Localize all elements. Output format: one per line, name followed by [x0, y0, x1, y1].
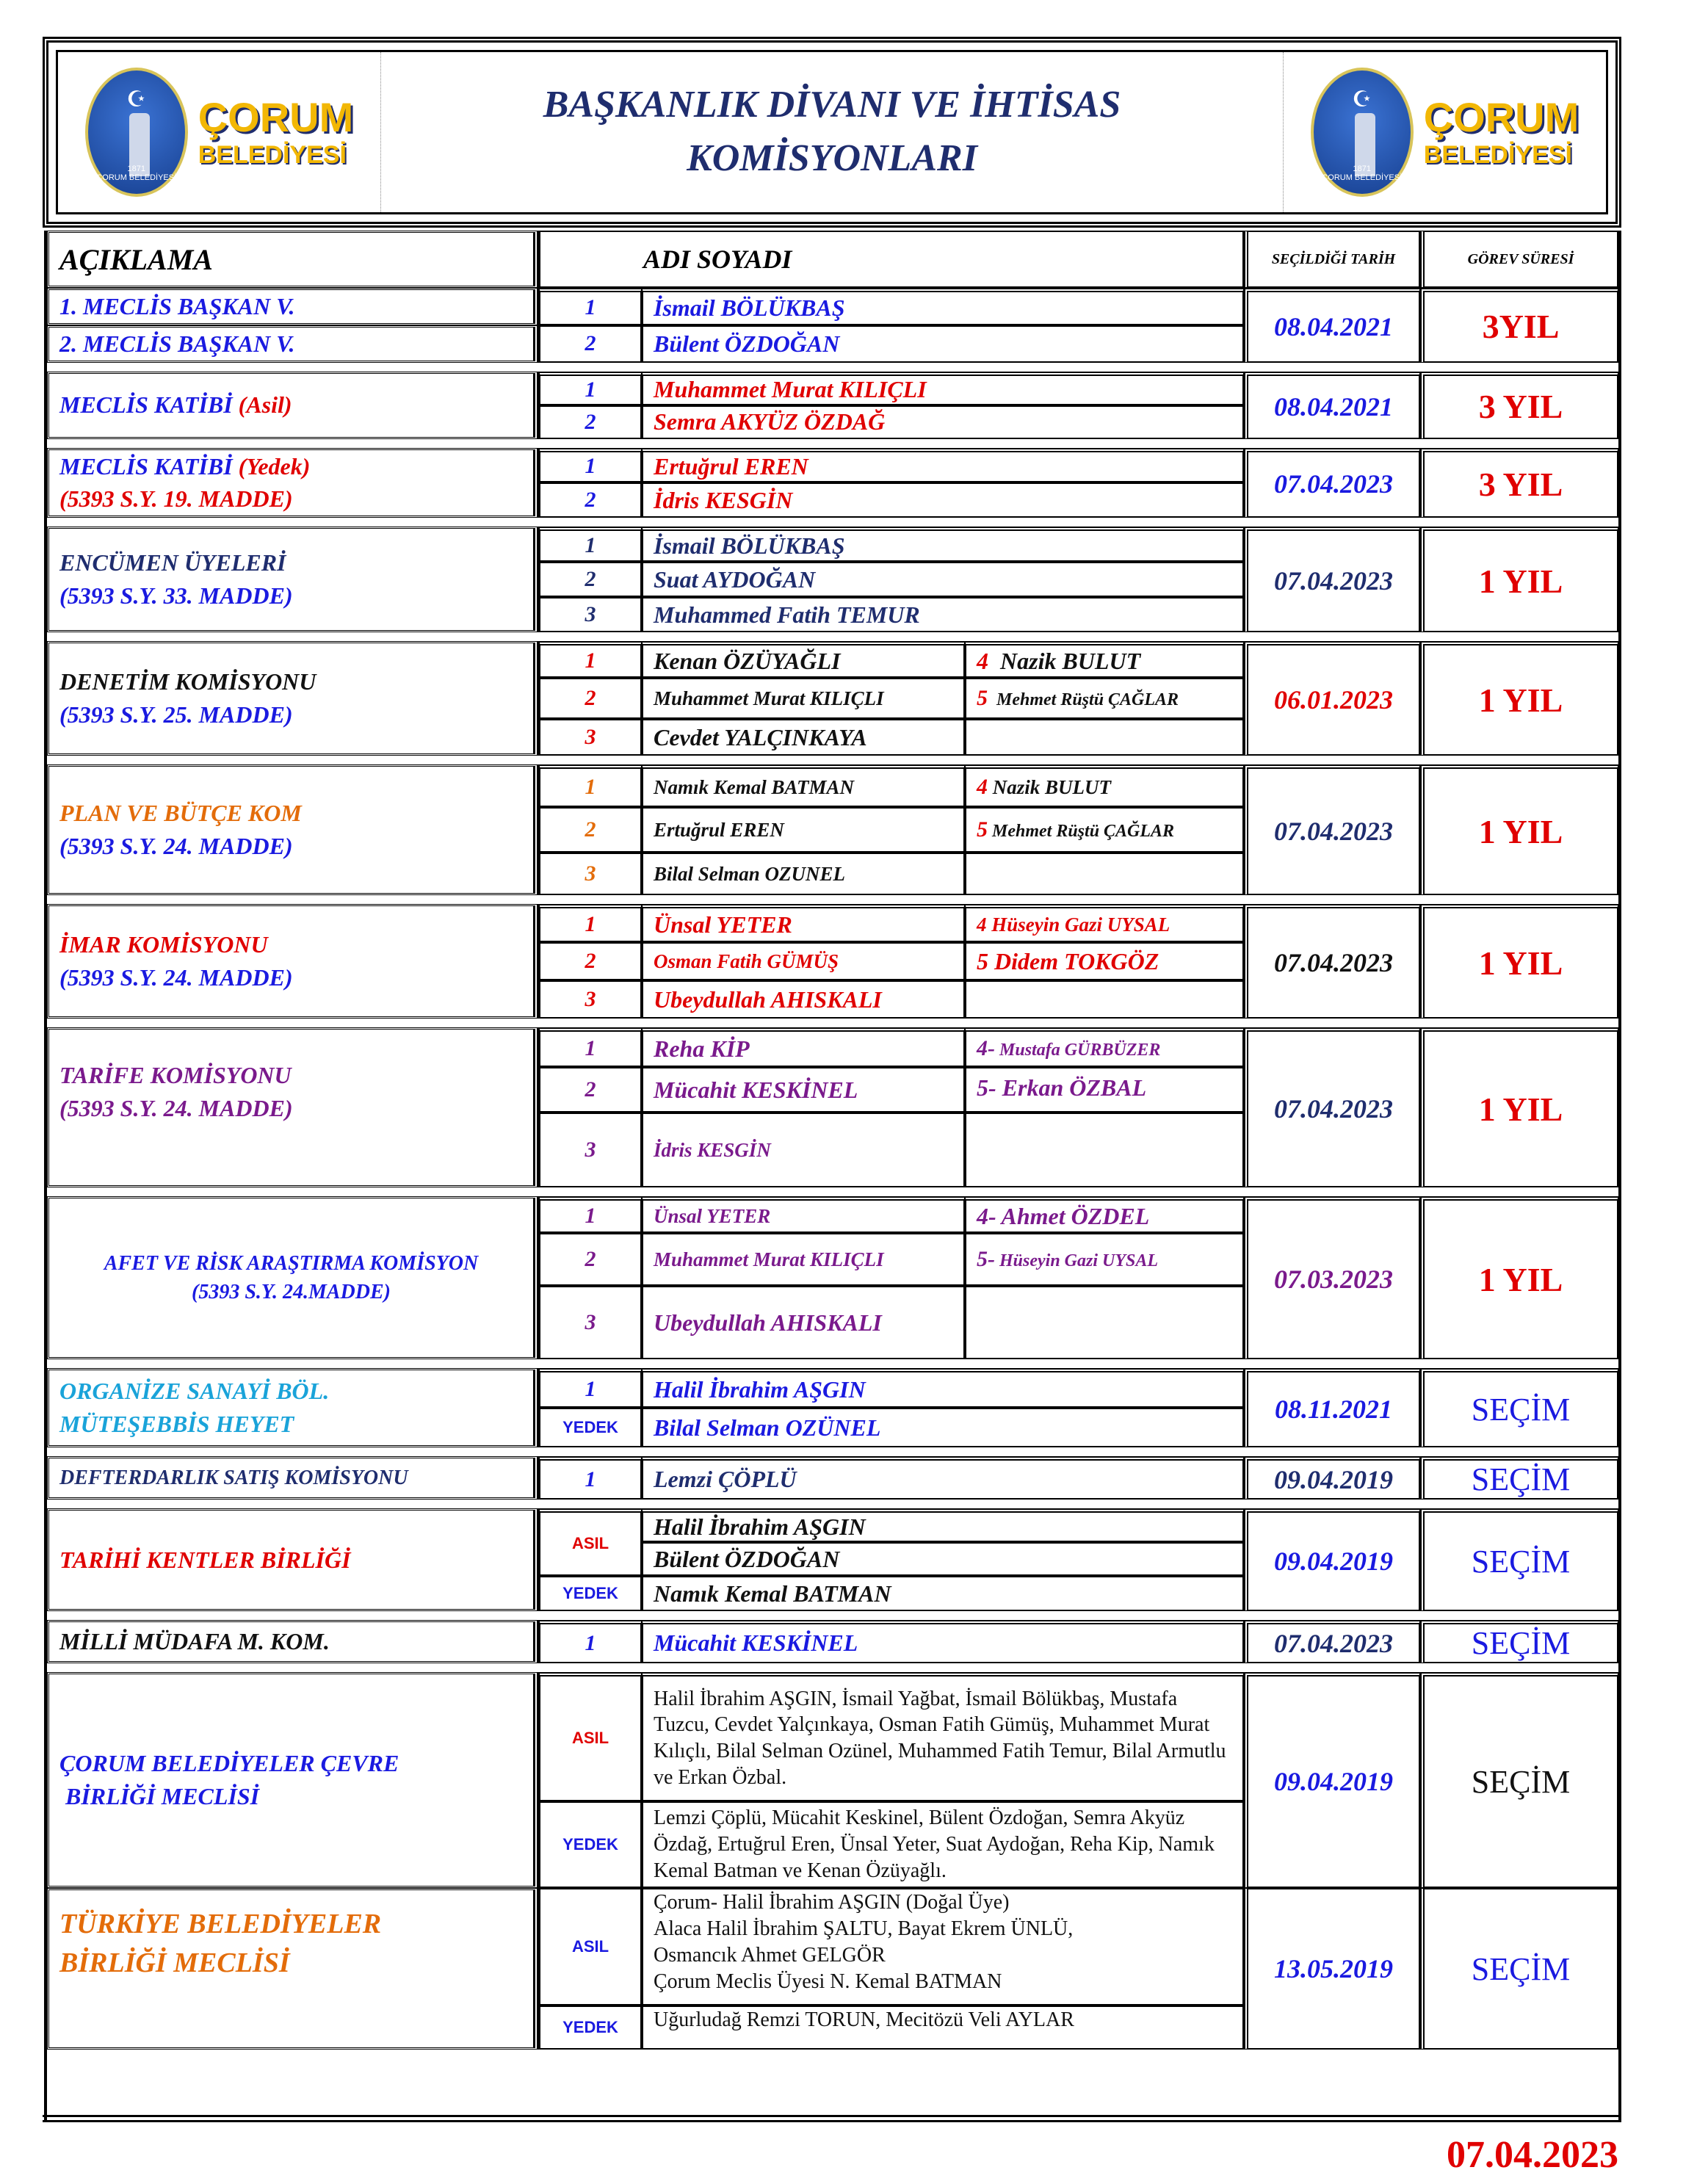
term-length: SEÇİM — [1420, 1672, 1618, 1888]
term-length: SEÇİM — [1420, 1508, 1618, 1611]
table-row — [47, 448, 1618, 483]
member-list: Uğurludağ Remzi TORUN, Mecitözü Veli AYLAR — [642, 2005, 1244, 2050]
election-date: 07.04.2023 — [1244, 764, 1420, 895]
row-number: 3 — [539, 597, 642, 632]
row-desc: ORGANİZE SANAYİ BÖL. MÜTEŞEBBİS HEYET — [47, 1368, 539, 1447]
table-header-row — [47, 231, 1618, 288]
row-number: 2 — [539, 482, 642, 518]
member-name: 5 Mehmet Rüştü ÇAĞLAR — [965, 807, 1244, 853]
member-list: Lemzi Çöplü, Mücahit Keskinel, Bülent Özdoğan, Semra Akyüz Özdağ, Ertuğrul Eren, Ünsal Yeter, Suat Aydoğan, Reha Kip, Namık Kemal Batman ve Kenan Özüyağlı. — [642, 1801, 1244, 1888]
member-name: İsmail BÖLÜKBAŞ — [642, 288, 1244, 325]
row-number: 3 — [539, 719, 642, 756]
table-row — [47, 641, 1618, 678]
row-number: ASIL — [539, 1508, 642, 1576]
row-number: 2 — [539, 942, 642, 980]
election-date: 07.04.2023 — [1244, 1027, 1420, 1187]
row-number: ASIL — [539, 1672, 642, 1801]
column-header-desc: AÇIKLAMA — [47, 231, 539, 288]
election-date: 08.04.2021 — [1244, 288, 1420, 363]
row-number: 3 — [539, 1113, 642, 1187]
logo-word-belediyesi: BELEDİYESİ — [1423, 141, 1572, 169]
seal-icon: ☪ 1871 ÇORUM BELEDİYESİ — [85, 68, 188, 197]
member-name: Cevdet YALÇINKAYA — [642, 719, 965, 756]
row-number: 1 — [539, 1368, 642, 1408]
term-length: SEÇİM — [1420, 1888, 1618, 2050]
member-name: İsmail BÖLÜKBAŞ — [642, 527, 1244, 562]
member-name: Suat AYDOĞAN — [642, 562, 1244, 597]
term-length: SEÇİM — [1420, 1456, 1618, 1500]
election-date: 07.04.2023 — [1244, 904, 1420, 1019]
member-name: Namık Kemal BATMAN — [642, 1576, 1244, 1611]
table-row — [47, 288, 1618, 325]
table-row — [47, 1456, 1618, 1500]
row-number: 3 — [539, 980, 642, 1019]
term-length: SEÇİM — [1420, 1620, 1618, 1663]
page-title: BAŞKANLIK DİVANI VE İHTİSAS KOMİSYONLARI — [543, 84, 1121, 179]
member-name: Muhammet Murat KILIÇLI — [642, 372, 1244, 405]
term-length: 1 YIL — [1420, 1196, 1618, 1359]
row-number: 1 — [539, 288, 642, 325]
election-date: 08.04.2021 — [1244, 372, 1420, 439]
row-desc: ÇORUM BELEDİYELER ÇEVRE BİRLİĞİ MECLİSİ — [47, 1672, 539, 1888]
row-desc: 2. MECLİS BAŞKAN V. — [47, 325, 539, 363]
seal-icon: ☪ 1871 ÇORUM BELEDİYESİ — [1311, 68, 1414, 197]
member-name: Bülent ÖZDOĞAN — [642, 1542, 1244, 1576]
member-name: 4- Ahmet ÖZDEL — [965, 1196, 1244, 1233]
table-row — [47, 904, 1618, 942]
member-name: Semra AKYÜZ ÖZDAĞ — [642, 405, 1244, 439]
member-name: Bilal Selman OZÜNEL — [642, 1408, 1244, 1447]
election-date: 07.04.2023 — [1244, 448, 1420, 518]
row-desc: TARİFE KOMİSYONU (5393 S.Y. 24. MADDE) — [47, 1027, 539, 1187]
footer-divider — [43, 2115, 1621, 2122]
row-number: 1 — [539, 448, 642, 483]
table-row — [47, 1672, 1618, 1801]
column-header-term: GÖREV SÜRESİ — [1420, 231, 1618, 288]
row-desc: ENCÜMEN ÜYELERİ (5393 S.Y. 33. MADDE) — [47, 527, 539, 632]
term-length: 3 YIL — [1420, 372, 1618, 439]
election-date: 07.03.2023 — [1244, 1196, 1420, 1359]
member-name: Namık Kemal BATMAN — [642, 764, 965, 807]
row-number: 3 — [539, 1286, 642, 1359]
row-number: 2 — [539, 562, 642, 597]
logo-left — [58, 52, 381, 212]
member-name: Ertuğrul EREN — [642, 448, 1244, 483]
row-number: 1 — [539, 1196, 642, 1233]
member-name: Lemzi ÇÖPLÜ — [642, 1456, 1244, 1500]
member-name: Ünsal YETER — [642, 1196, 965, 1233]
row-number: 1 — [539, 1456, 642, 1500]
logo-word-belediyesi: BELEDİYESİ — [198, 141, 347, 169]
row-number: 2 — [539, 325, 642, 363]
member-name: Mücahit KESKİNEL — [642, 1067, 965, 1113]
row-desc: İMAR KOMİSYONU (5393 S.Y. 24. MADDE) — [47, 904, 539, 1019]
row-desc: TARİHİ KENTLER BİRLİĞİ — [47, 1508, 539, 1611]
election-date: 06.01.2023 — [1244, 641, 1420, 756]
table-row — [47, 1620, 1618, 1663]
row-number: 1 — [539, 1027, 642, 1067]
term-length: 3YIL — [1420, 288, 1618, 363]
term-length: 1 YIL — [1420, 904, 1618, 1019]
term-length: 1 YIL — [1420, 1027, 1618, 1187]
row-desc: DENETİM KOMİSYONU (5393 S.Y. 25. MADDE) — [47, 641, 539, 756]
row-desc: MECLİS KATİBİ (Asil) — [47, 372, 539, 439]
logo-right — [1283, 52, 1606, 212]
member-name: Bilal Selman OZUNEL — [642, 853, 965, 895]
member-name: Reha KİP — [642, 1027, 965, 1067]
member-name: Halil İbrahim AŞGIN — [642, 1368, 1244, 1408]
row-number: 1 — [539, 372, 642, 405]
member-name: Ubeydullah AHISKALI — [642, 980, 965, 1019]
row-number: ASIL — [539, 1888, 642, 2005]
member-list: Çorum- Halil İbrahim AŞGIN (Doğal Üye) Alaca Halil İbrahim ŞALTU, Bayat Ekrem ÜNLÜ, Osmancık Ahmet GELGÖR Çorum Meclis Üyesi N. Kemal BATMAN — [642, 1888, 1244, 2005]
member-name: 5 Mehmet Rüştü ÇAĞLAR — [965, 678, 1244, 719]
table-row — [47, 1027, 1618, 1067]
member-name: Osman Fatih GÜMÜŞ — [642, 942, 965, 980]
election-date: 09.04.2019 — [1244, 1456, 1420, 1500]
row-desc: MİLLİ MÜDAFA M. KOM. — [47, 1620, 539, 1663]
table-row — [47, 1368, 1618, 1408]
member-name: 4 Hüseyin Gazi UYSAL — [965, 904, 1244, 942]
election-date: 09.04.2019 — [1244, 1508, 1420, 1611]
term-length: 1 YIL — [1420, 764, 1618, 895]
member-name: Bülent ÖZDOĞAN — [642, 325, 1244, 363]
row-number: 1 — [539, 1620, 642, 1663]
member-list: Halil İbrahim AŞGIN, İsmail Yağbat, İsmail Bölükbaş, Mustafa Tuzcu, Cevdet Yalçınkaya, Osman Fatih Gümüş, Muhammet Murat Kılıçlı, Bilal Selman Ozünel, Muhammed Fatih Temur, Bilal Armutlu ve Erkan Özbal. — [642, 1672, 1244, 1801]
member-name: 5 Didem TOKGÖZ — [965, 942, 1244, 980]
committee-table — [44, 231, 1621, 2121]
member-name: Ünsal YETER — [642, 904, 965, 942]
row-number: YEDEK — [539, 1408, 642, 1447]
row-number: YEDEK — [539, 1801, 642, 1888]
row-number: YEDEK — [539, 2005, 642, 2050]
row-desc: TÜRKİYE BELEDİYELER BİRLİĞİ MECLİSİ — [47, 1888, 539, 2050]
member-name: Halil İbrahim AŞGIN — [642, 1508, 1244, 1542]
member-name: 4- Mustafa GÜRBÜZER — [965, 1027, 1244, 1067]
column-header-name: ADI SOYADI — [539, 231, 1244, 288]
row-number: 1 — [539, 641, 642, 678]
logo-word-corum: ÇORUM — [198, 94, 354, 140]
column-header-date: SEÇİLDİĞİ TARİH — [1244, 231, 1420, 288]
table-row — [47, 1508, 1618, 1542]
member-name: 5- Hüseyin Gazi UYSAL — [965, 1233, 1244, 1286]
election-date: 09.04.2019 — [1244, 1672, 1420, 1888]
footer-date: 07.04.2023 — [1447, 2134, 1618, 2176]
member-name: Mücahit KESKİNEL — [642, 1620, 1244, 1663]
term-length: 1 YIL — [1420, 527, 1618, 632]
term-length: 1 YIL — [1420, 641, 1618, 756]
member-name: İdris KESGİN — [642, 482, 1244, 518]
member-name: Ertuğrul EREN — [642, 807, 965, 853]
member-name: İdris KESGİN — [642, 1113, 965, 1187]
election-date: 07.04.2023 — [1244, 1620, 1420, 1663]
term-length: 3 YIL — [1420, 448, 1618, 518]
row-number: 2 — [539, 1233, 642, 1286]
row-desc: MECLİS KATİBİ (Yedek) (5393 S.Y. 19. MADDE) — [47, 448, 539, 518]
member-name: Muhammed Fatih TEMUR — [642, 597, 1244, 632]
row-desc: DEFTERDARLIK SATIŞ KOMİSYONU — [47, 1456, 539, 1500]
table-row — [47, 1196, 1618, 1233]
table-row — [47, 527, 1618, 562]
member-name: Muhammet Murat KILIÇLI — [642, 1233, 965, 1286]
row-number: 2 — [539, 1067, 642, 1113]
row-number: YEDEK — [539, 1576, 642, 1611]
row-desc: AFET VE RİSK ARAŞTIRMA KOMİSYON (5393 S.Y. 24.MADDE) — [47, 1196, 539, 1359]
row-number: 1 — [539, 904, 642, 942]
table-row — [47, 372, 1618, 405]
header — [43, 37, 1621, 228]
row-number: 1 — [539, 764, 642, 807]
member-name: Ubeydullah AHISKALI — [642, 1286, 965, 1359]
election-date: 07.04.2023 — [1244, 527, 1420, 632]
table-row — [47, 1888, 1618, 2005]
term-length: SEÇİM — [1420, 1368, 1618, 1447]
row-number: 1 — [539, 527, 642, 562]
row-number: 2 — [539, 807, 642, 853]
member-name: 5- Erkan ÖZBAL — [965, 1067, 1244, 1113]
table-row — [47, 764, 1618, 807]
row-number: 2 — [539, 405, 642, 439]
member-name: Kenan ÖZÜYAĞLI — [642, 641, 965, 678]
row-desc: 1. MECLİS BAŞKAN V. — [47, 288, 539, 325]
member-name: 4 Nazik BULUT — [965, 641, 1244, 678]
election-date: 08.11.2021 — [1244, 1368, 1420, 1447]
election-date: 13.05.2019 — [1244, 1888, 1420, 2050]
logo-word-corum: ÇORUM — [1423, 94, 1579, 140]
row-number: 3 — [539, 853, 642, 895]
row-number: 2 — [539, 678, 642, 719]
member-name: 4 Nazik BULUT — [965, 764, 1244, 807]
member-name: Muhammet Murat KILIÇLI — [642, 678, 965, 719]
row-desc: PLAN VE BÜTÇE KOM (5393 S.Y. 24. MADDE) — [47, 764, 539, 895]
